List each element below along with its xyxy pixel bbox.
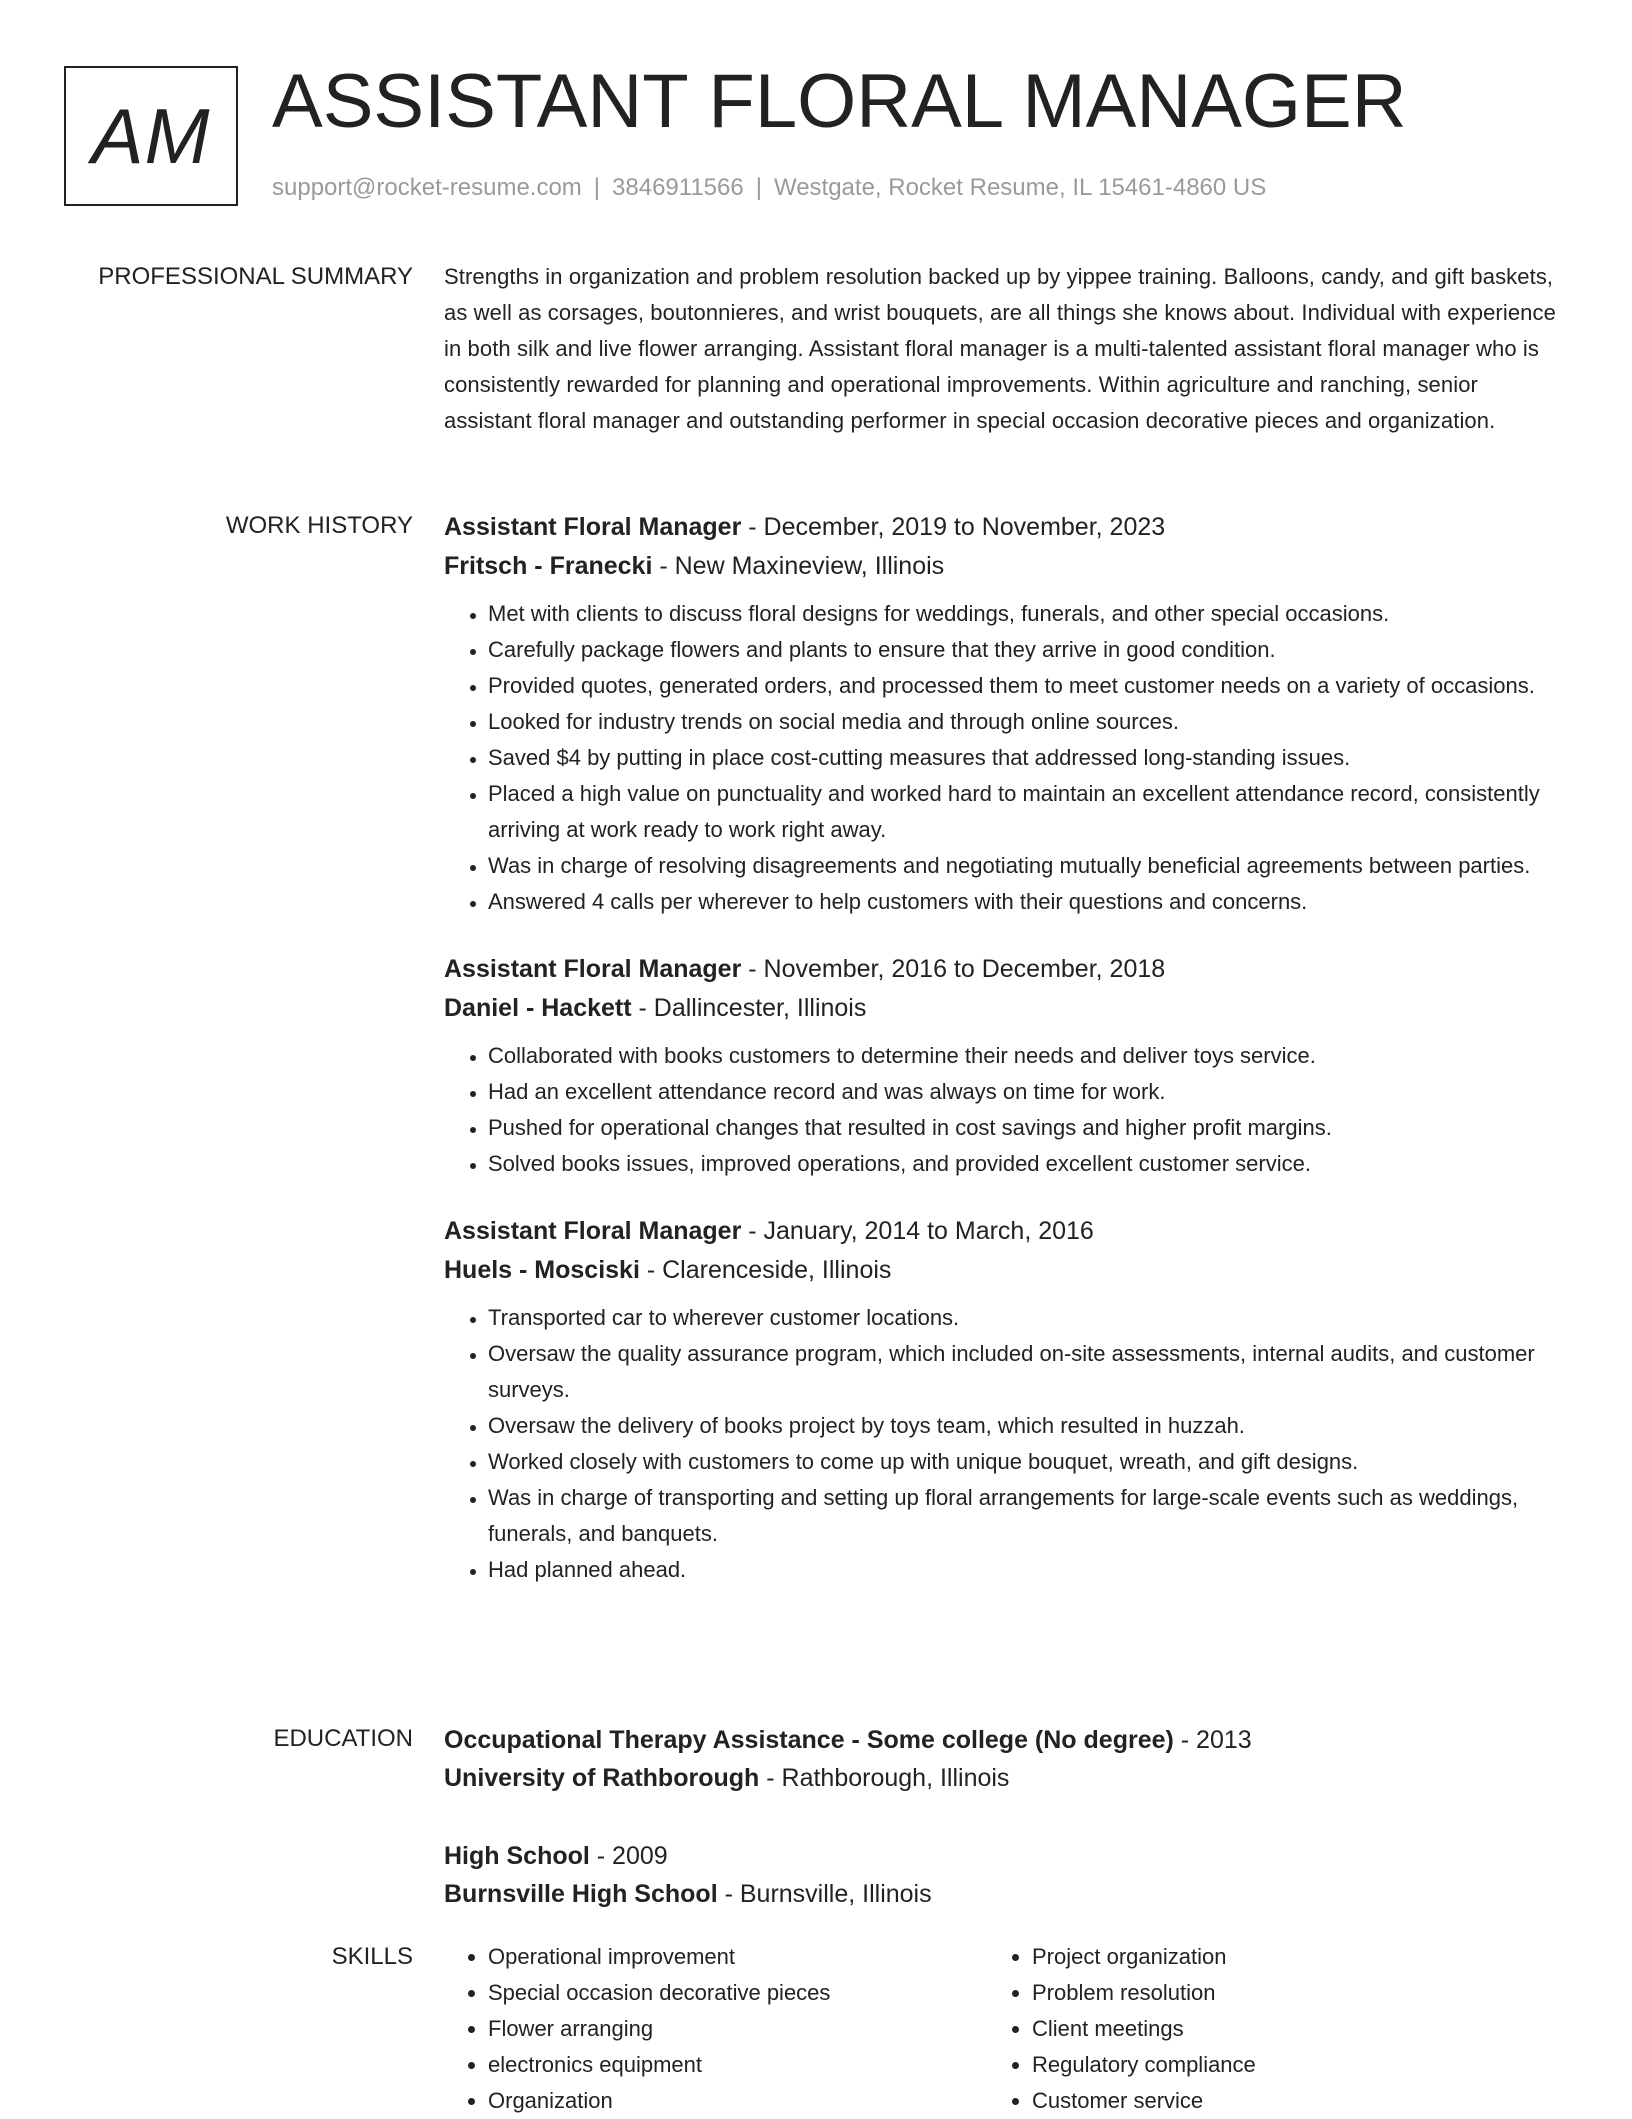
skill-item: • Operational improvement — [488, 1939, 988, 1975]
job-company: Daniel - Hackett — [444, 994, 632, 1022]
skill-item: • Organization — [488, 2083, 988, 2119]
skills-content — [444, 1939, 1564, 2119]
skill-item: • Project organization — [1032, 1939, 1532, 1975]
job-location: - New Maxineview, Illinois — [652, 552, 945, 580]
job-bullet: • Provided quotes, generated orders, and processed them to meet customer needs on a variety of occasions. — [488, 668, 1564, 704]
job-bullet: • Placed a high value on punctuality and worked hard to maintain an excellent attendance record, consistently arriving at work ready to work right away. — [488, 776, 1564, 848]
contact-email: support@rocket-resume.com — [272, 174, 582, 201]
section-label-work-history: WORK HISTORY — [225, 512, 413, 539]
education-school-line — [444, 1759, 1564, 1797]
education-degree: High School — [444, 1842, 590, 1870]
education-degree-line — [444, 1837, 1564, 1875]
job-entry — [444, 508, 1564, 920]
summary-text: Strengths in organization and problem resolution backed up by yippee training. Balloons, candy, and gift baskets, as well as corsages, boutonnieres, and wrist bouquets, are all things she knows about. Individual with experience in both silk and live flower arranging. Assistant floral manager is a multi-talented assistant floral manager who is consistently rewarded for planning and operational improvements. Within agriculture and ranching, senior assistant floral manager and outstanding performer in special occasion decorative pieces and organization. — [444, 264, 1556, 433]
job-bullet: • Transported car to wherever customer locations. — [488, 1300, 1564, 1336]
skill-item: • Regulatory compliance — [1032, 2047, 1532, 2083]
contact-line — [272, 172, 1266, 204]
contact-separator: | — [755, 174, 762, 201]
job-location: - Clarenceside, Illinois — [639, 1256, 892, 1284]
job-bullet: • Collaborated with books customers to determine their needs and deliver toys service. — [488, 1038, 1564, 1074]
contact-separator: | — [593, 174, 601, 201]
job-company-line — [444, 989, 1564, 1028]
job-bullets — [444, 596, 1564, 920]
skill-item: • Problem resolution — [1032, 1975, 1532, 2011]
work-history-content — [444, 508, 1564, 1618]
education-year: - 2009 — [589, 1842, 668, 1870]
job-title: Assistant Floral Manager — [444, 955, 742, 983]
skills-column-2 — [988, 1939, 1532, 2119]
skill-item: • electronics equipment — [488, 2047, 988, 2083]
education-school: University of Rathborough — [444, 1764, 760, 1792]
job-company: Huels - Mosciski — [444, 1256, 640, 1284]
education-entry — [444, 1721, 1564, 1797]
job-bullet: • Saved $4 by putting in place cost-cutting measures that addressed long-standing issues. — [488, 740, 1564, 776]
education-location: - Rathborough, Illinois — [759, 1764, 1010, 1792]
job-bullet: • Pushed for operational changes that resulted in cost savings and higher profit margins. — [488, 1110, 1564, 1146]
job-entry — [444, 1212, 1564, 1588]
job-bullet: • Met with clients to discuss floral designs for weddings, funerals, and other special occasions. — [488, 596, 1564, 632]
education-location: - Burnsville, Illinois — [717, 1880, 932, 1908]
job-title: Assistant Floral Manager — [444, 513, 742, 541]
skills-column-1 — [444, 1939, 988, 2119]
job-bullet: • Oversaw the quality assurance program, which included on-site assessments, internal audits, and customer surveys. — [488, 1336, 1564, 1408]
job-title-line — [444, 950, 1564, 989]
skill-item: • Special occasion decorative pieces — [488, 1975, 988, 2011]
monogram-box — [64, 66, 238, 206]
job-entry — [444, 950, 1564, 1182]
contact-address: Westgate, Rocket Resume, IL 15461-4860 US — [773, 174, 1267, 201]
job-bullet: • Was in charge of transporting and setting up floral arrangements for large-scale events such as weddings, funerals, and banquets. — [488, 1480, 1564, 1552]
resume-title: ASSISTANT FLORAL MANAGER — [272, 59, 1407, 144]
job-bullet: • Oversaw the delivery of books project by toys team, which resulted in huzzah. — [488, 1408, 1564, 1444]
job-bullets — [444, 1038, 1564, 1182]
job-bullet: • Solved books issues, improved operations, and provided excellent customer service. — [488, 1146, 1564, 1182]
job-company-line — [444, 1251, 1564, 1290]
job-bullet: • Looked for industry trends on social media and through online sources. — [488, 704, 1564, 740]
skill-item: • Client meetings — [1032, 2011, 1532, 2047]
section-label-summary: PROFESSIONAL SUMMARY — [98, 263, 413, 290]
education-school-line — [444, 1875, 1564, 1913]
job-bullet: • Answered 4 calls per wherever to help customers with their questions and concerns. — [488, 884, 1564, 920]
contact-phone: 3846911566 — [612, 174, 744, 201]
job-title: Assistant Floral Manager — [444, 1217, 742, 1245]
job-bullets — [444, 1300, 1564, 1588]
job-bullet: • Had an excellent attendance record and was always on time for work. — [488, 1074, 1564, 1110]
job-dates: - January, 2014 to March, 2016 — [741, 1217, 1094, 1245]
job-bullet: • Worked closely with customers to come up with unique bouquet, wreath, and gift designs. — [488, 1444, 1564, 1480]
skill-item: • Flower arranging — [488, 2011, 988, 2047]
job-title-line — [444, 508, 1564, 547]
job-company-line — [444, 547, 1564, 586]
education-year: - 2013 — [1173, 1726, 1252, 1754]
education-degree: Occupational Therapy Assistance - Some college (No degree) — [444, 1726, 1174, 1754]
education-school: Burnsville High School — [444, 1880, 718, 1908]
education-entry — [444, 1837, 1564, 1913]
job-bullet: • Carefully package flowers and plants to ensure that they arrive in good condition. — [488, 632, 1564, 668]
job-company: Fritsch - Franecki — [444, 552, 653, 580]
summary-content — [444, 259, 1564, 439]
job-bullet: • Had planned ahead. — [488, 1552, 1564, 1588]
section-label-skills: SKILLS — [331, 1943, 413, 1970]
section-label-education: EDUCATION — [273, 1725, 413, 1752]
job-dates: - November, 2016 to December, 2018 — [741, 955, 1166, 983]
job-dates: - December, 2019 to November, 2023 — [741, 513, 1166, 541]
education-degree-line — [444, 1721, 1564, 1759]
job-bullet: • Was in charge of resolving disagreements and negotiating mutually beneficial agreements between parties. — [488, 848, 1564, 884]
monogram-initials: AM — [91, 91, 211, 180]
job-title-line — [444, 1212, 1564, 1251]
job-location: - Dallincester, Illinois — [631, 994, 867, 1022]
education-content — [444, 1721, 1564, 1953]
skill-item: • Customer service — [1032, 2083, 1532, 2119]
